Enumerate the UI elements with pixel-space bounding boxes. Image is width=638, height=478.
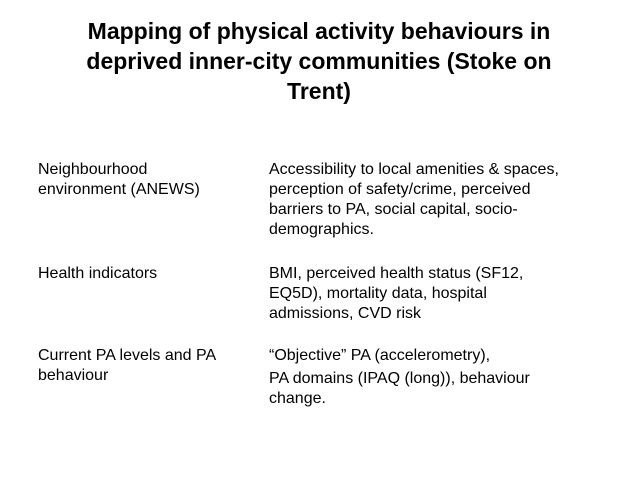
row-detail bbox=[269, 264, 589, 324]
row-label-line: Health indicators bbox=[38, 265, 158, 282]
row-detail-line: barriers to PA, social capital, socio- bbox=[269, 201, 518, 218]
title-line: Mapping of physical activity behaviours in bbox=[87, 18, 551, 44]
row-detail-line: “Objective” PA (accelerometry), bbox=[269, 347, 491, 364]
row-detail-line: perception of safety/crime, perceived bbox=[269, 181, 531, 198]
row-detail-line: PA domains (IPAQ (long)), behaviour bbox=[269, 370, 530, 387]
row-label-line: environment (ANEWS) bbox=[38, 181, 200, 198]
slide-title bbox=[40, 16, 598, 106]
row-label bbox=[38, 160, 258, 200]
title-line: deprived inner-city communities (Stoke on bbox=[86, 48, 552, 74]
row-detail bbox=[269, 346, 589, 409]
row-label-line: Neighbourhood bbox=[38, 161, 148, 178]
row-detail-line: change. bbox=[269, 390, 326, 407]
row-detail-line: BMI, perceived health status (SF12, bbox=[269, 265, 524, 282]
row-detail-line: Accessibility to local amenities & spaces, bbox=[269, 161, 559, 178]
row-detail-line: admissions, CVD risk bbox=[269, 305, 422, 322]
row-label bbox=[38, 346, 258, 386]
row-label-line: behaviour bbox=[38, 367, 109, 384]
title-line: Trent) bbox=[287, 78, 351, 104]
row-label-line: Current PA levels and PA bbox=[38, 347, 217, 364]
row-detail bbox=[269, 160, 589, 240]
row-detail-line: EQ5D), mortality data, hospital bbox=[269, 285, 487, 302]
row-detail-line: demographics. bbox=[269, 221, 374, 238]
row-label bbox=[38, 264, 258, 284]
